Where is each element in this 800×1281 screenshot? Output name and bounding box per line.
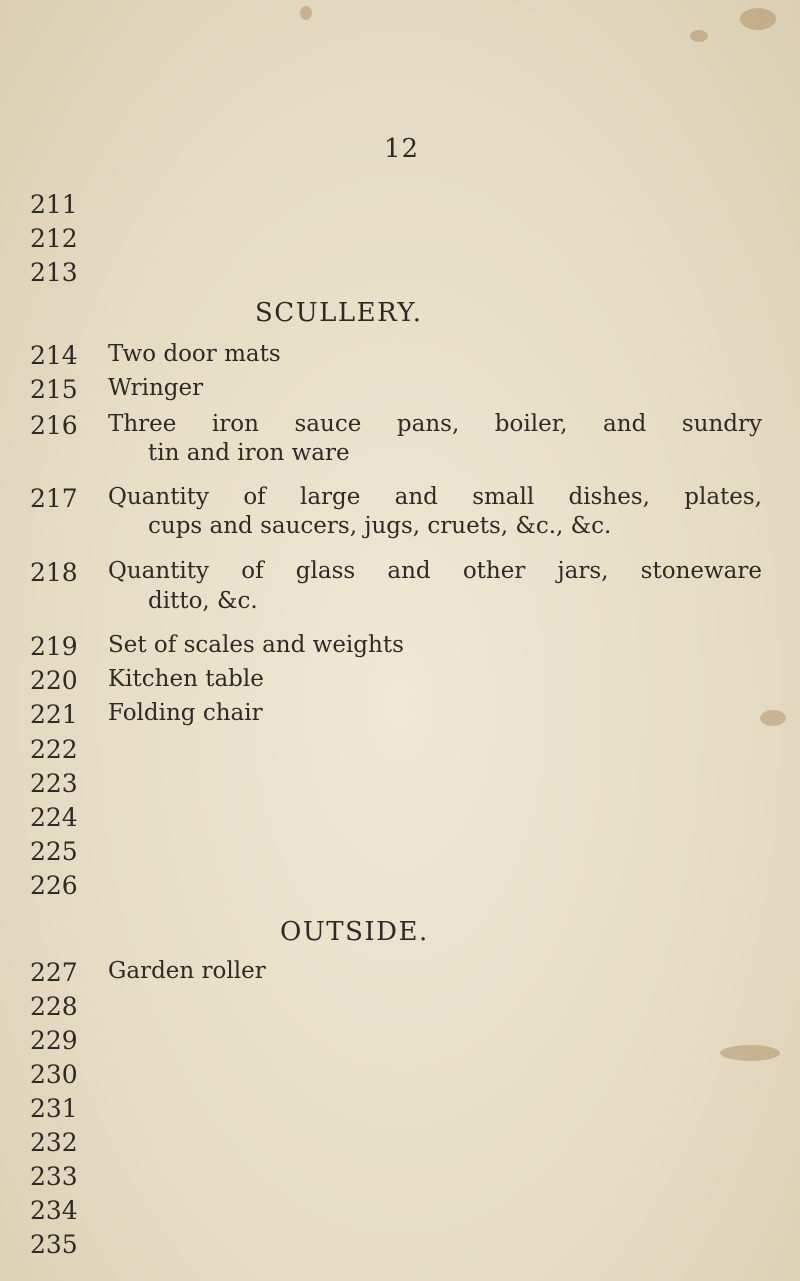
lot-number: 221 — [30, 700, 78, 729]
lot-number: 227 — [30, 958, 78, 987]
lot-number-211: 211 — [30, 190, 78, 219]
lot-description-continuation: tin and iron ware — [148, 440, 350, 466]
lot-number-212: 212 — [30, 224, 78, 253]
lot-number: 219 — [30, 632, 78, 661]
lot-number-224: 224 — [30, 803, 78, 832]
lot-description: Wringer — [108, 375, 204, 401]
lot-number-230: 230 — [30, 1060, 78, 1089]
lot-number-223: 223 — [30, 769, 78, 798]
lot-number-228: 228 — [30, 992, 78, 1021]
lot-number: 220 — [30, 666, 78, 695]
lot-number-231: 231 — [30, 1094, 78, 1123]
lot-number-222: 222 — [30, 735, 78, 764]
paper-stain — [760, 710, 786, 726]
lot-description: Three iron sauce pans, boiler, and sundry — [108, 411, 762, 437]
lot-description: Quantity of glass and other jars, stoneware — [108, 558, 762, 584]
lot-description: Garden roller — [108, 958, 266, 984]
lot-number-233: 233 — [30, 1162, 78, 1191]
lot-number: 217 — [30, 484, 78, 513]
lot-number-229: 229 — [30, 1026, 78, 1055]
lot-description: Two door mats — [108, 341, 281, 367]
paper-stain — [690, 30, 708, 42]
lot-number: 214 — [30, 341, 78, 370]
section-title-scullery: SCULLERY. — [255, 298, 423, 328]
lot-number-226: 226 — [30, 871, 78, 900]
paper-stain — [720, 1045, 780, 1061]
lot-number-234: 234 — [30, 1196, 78, 1225]
lot-number: 215 — [30, 375, 78, 404]
lot-description-continuation: cups and saucers, jugs, cruets, &c., &c. — [148, 513, 612, 539]
lot-number: 218 — [30, 558, 78, 587]
lot-number-235: 235 — [30, 1230, 78, 1259]
lot-number-225: 225 — [30, 837, 78, 866]
lot-number-232: 232 — [30, 1128, 78, 1157]
paper-stain — [740, 8, 776, 30]
lot-number: 216 — [30, 411, 78, 440]
lot-description: Quantity of large and small dishes, plates, — [108, 484, 762, 510]
lot-description-continuation: ditto, &c. — [148, 588, 258, 614]
lot-description: Folding chair — [108, 700, 263, 726]
lot-description: Kitchen table — [108, 666, 264, 692]
lot-description: Set of scales and weights — [108, 632, 404, 658]
paper-stain — [300, 6, 312, 20]
page-number: 12 — [384, 134, 420, 164]
section-title-outside: OUTSIDE. — [280, 917, 429, 947]
lot-number-213: 213 — [30, 258, 78, 287]
